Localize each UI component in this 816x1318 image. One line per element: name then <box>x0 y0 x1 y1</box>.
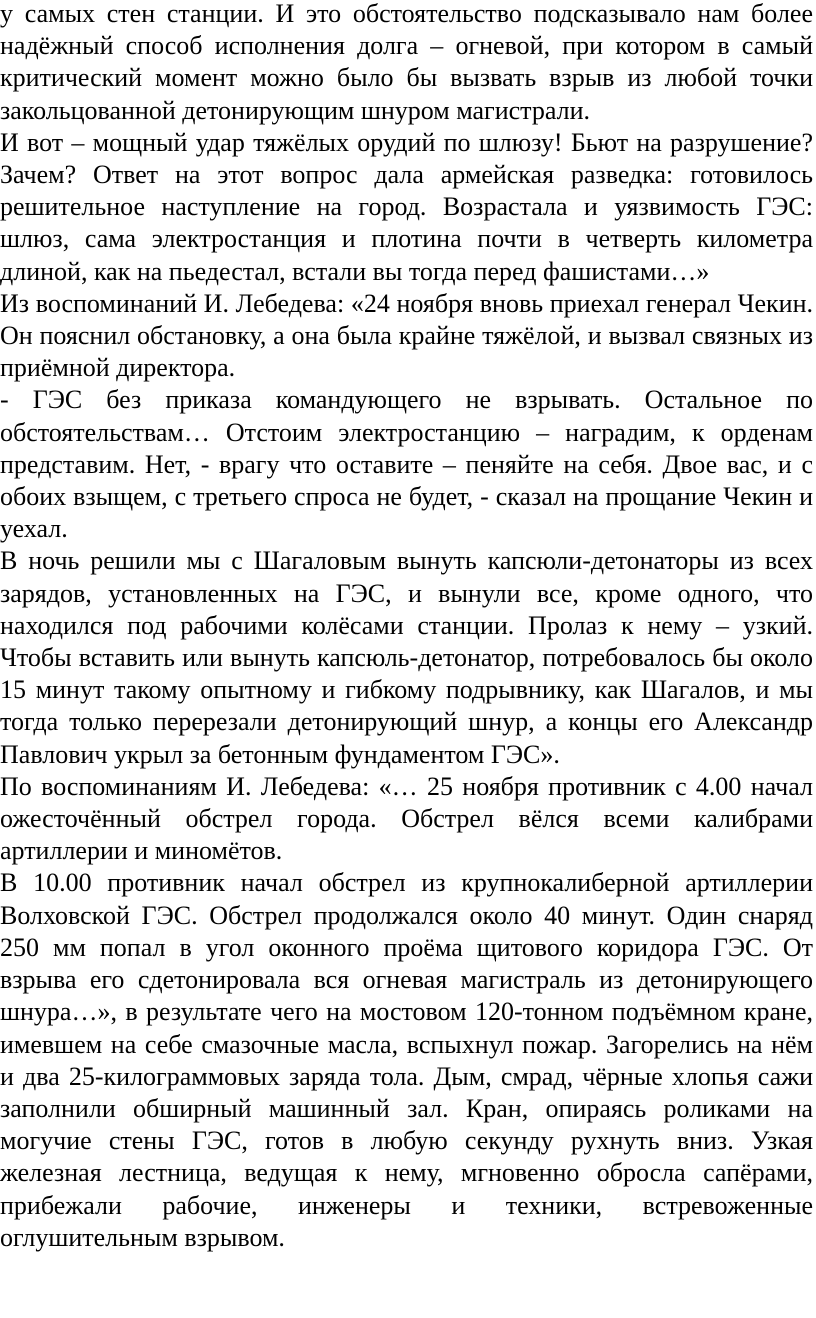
paragraph: По воспоминаниям И. Лебедева: «… 25 ноября противник с 4.00 начал ожесточённый обстрел города. Обстрел вёлся всеми калибрами артиллерии и миномётов. <box>0 771 813 866</box>
paragraph: - ГЭС без приказа командующего не взрывать. Остальное по обстоятельствам… Отстоим электростанцию – наградим, к орденам представим. Нет, - врагу что оставите – пеняйте на себя. Двое вас, и с обоих взыщем, с третьего спроса не будет, - сказал на прощание Чекин и уехал. <box>0 385 813 544</box>
paragraph: В ночь решили мы с Шагаловым вынуть капсюли-детонаторы из всех зарядов, установленных на ГЭС, и вынули все, кроме одного, что находился под рабочими колёсами станции. Пролаз к нему – узкий. Чтобы вставить или вынуть капсюль-детонатор, потребовалось бы около 15 минут такому опытному и гибкому подрывнику, как Шагалов, и мы тогда только перерезали детонирующий шнур, а концы его Александр Павлович укрыл за бетонным фундаментом ГЭС». <box>0 546 813 769</box>
paragraph: И вот – мощный удар тяжёлых орудий по шлюзу! Бьют на разрушение? Зачем? Ответ на этот вопрос дала армейская разведка: готовилось решительное наступление на город. Возрастала и уязвимость ГЭС: шлюз, сама электростанция и плотина почти в четверть километра длиной, как на пьедестал, встали вы тогда перед фашистами…» <box>0 127 813 286</box>
paragraph: у самых стен станции. И это обстоятельство подсказывало нам более надёжный способ исполнения долга – огневой, при котором в самый критический момент можно было бы вызвать взрыв из любой точки закольцованной детонирующим шнуром магистрали. <box>0 0 813 125</box>
paragraph: Из воспоминаний И. Лебедева: «24 ноября вновь приехал генерал Чекин. Он пояснил обстановку, а она была крайне тяжёлой, и вызвал связных из приёмной директора. <box>0 288 813 383</box>
paragraph: В 10.00 противник начал обстрел из крупнокалиберной артиллерии Волховской ГЭС. Обстрел продолжался около 40 минут. Один снаряд 250 мм попал в угол оконного проёма щитового коридора ГЭС. От взрыва его сдетонировала вся огневая магистраль из детонирующего шнура…», в результате чего на мостовом 120-тонном подъёмном кране, имевшем на себе смазочные масла, вспыхнул пожар. Загорелись на нём и два 25-килограммовых заряда тола. Дым, смрад, чёрные хлопья сажи заполнили обширный машинный зал. Кран, опираясь роликами на могучие стены ГЭС, готов в любую секунду рухнуть вниз. Узкая железная лестница, ведущая к нему, мгновенно обросла сапёрами, прибежали рабочие, инженеры и техники, встревоженные оглушительным взрывом. <box>0 868 813 1252</box>
